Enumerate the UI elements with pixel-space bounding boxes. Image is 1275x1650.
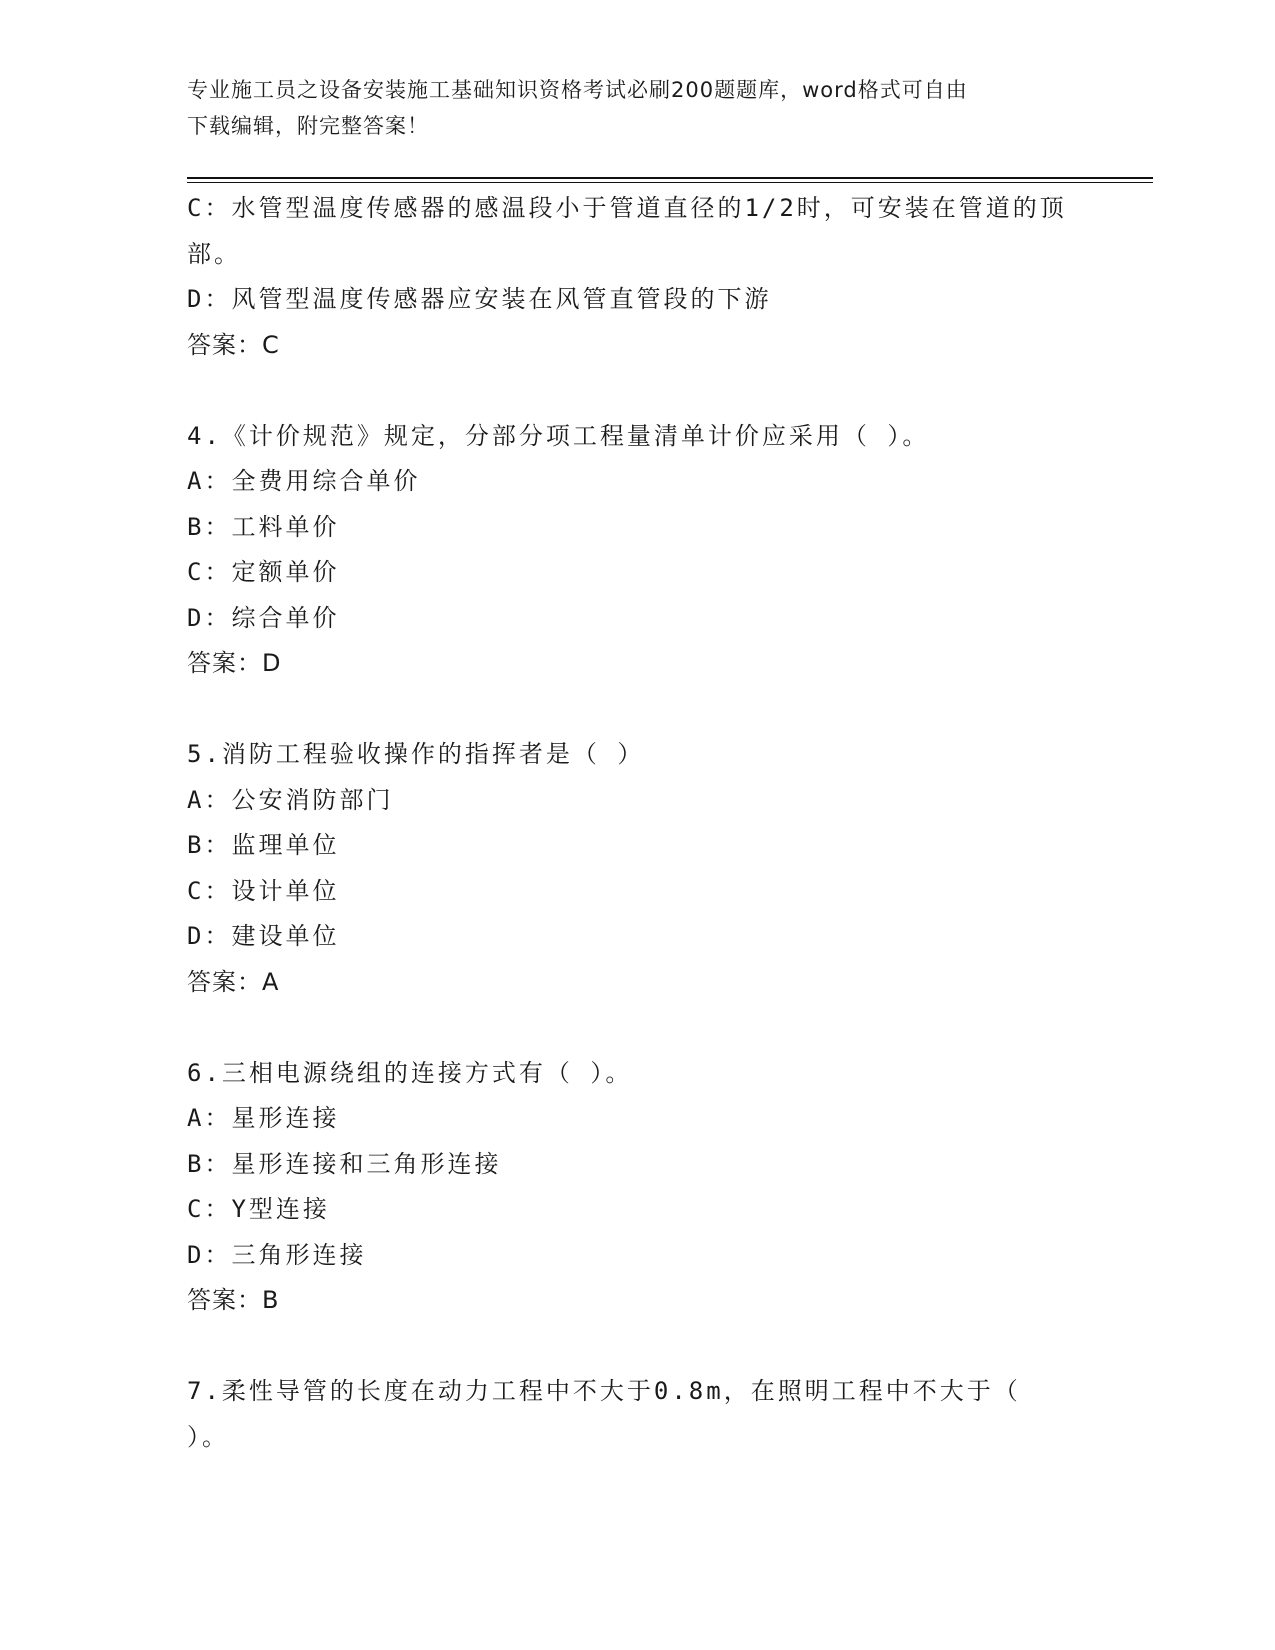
question-7-stem: 7.柔性导管的长度在动力工程中不大于0.8m，在照明工程中不大于（ ）。 [187, 1377, 1039, 1451]
question-4-option-c: C：定额单价 [187, 558, 340, 586]
question-5 [187, 732, 1087, 1005]
header-divider-thick [187, 177, 1153, 179]
question-4 [187, 414, 1087, 687]
header-divider-thin [187, 182, 1153, 183]
question-6-option-c: C：Y型连接 [187, 1195, 330, 1223]
question-5-option-b: B：监理单位 [187, 831, 340, 859]
question-6-option-a: A：星形连接 [187, 1104, 340, 1132]
question-6-option-d: D：三角形连接 [187, 1240, 367, 1269]
question-4-option-d: D：综合单价 [187, 603, 340, 632]
question-6-option-b: B：星形连接和三角形连接 [187, 1149, 502, 1178]
question-7 [187, 1369, 1087, 1460]
question-5-option-c: C：设计单位 [187, 876, 340, 905]
question-list [187, 186, 1087, 1460]
question-4-answer: 答案：D [187, 649, 282, 677]
question-3 [187, 186, 1087, 368]
spacer [187, 368, 1087, 414]
question-5-option-a: A：公安消防部门 [187, 785, 394, 814]
spacer [187, 1005, 1087, 1051]
question-3-option-c: C：水管型温度传感器的感温段小于管道直径的1/2时，可安装在管道的顶部。 [187, 194, 1067, 268]
spacer [187, 687, 1087, 733]
question-6-answer: 答案：B [187, 1286, 280, 1314]
spacer [187, 1324, 1087, 1370]
question-4-option-a: A：全费用综合单价 [187, 467, 421, 495]
question-5-option-d: D：建设单位 [187, 922, 340, 950]
document-header [187, 72, 1067, 144]
question-4-stem: 4.《计价规范》规定，分部分项工程量清单计价应采用（ ）。 [187, 421, 930, 450]
question-4-option-b: B：工料单价 [187, 512, 340, 541]
question-5-answer: 答案：A [187, 967, 280, 996]
header-line-1: 专业施工员之设备安装施工基础知识资格考试必刷200题题库，word格式可自由 [187, 78, 968, 102]
question-3-option-d: D：风管型温度传感器应安装在风管直管段的下游 [187, 285, 772, 313]
question-6 [187, 1051, 1087, 1324]
question-5-stem: 5.消防工程验收操作的指挥者是（ ） [187, 740, 645, 768]
question-3-answer: 答案：C [187, 330, 280, 359]
question-6-stem: 6.三相电源绕组的连接方式有（ ）。 [187, 1058, 633, 1087]
header-line-2: 下载编辑，附完整答案！ [187, 114, 429, 138]
